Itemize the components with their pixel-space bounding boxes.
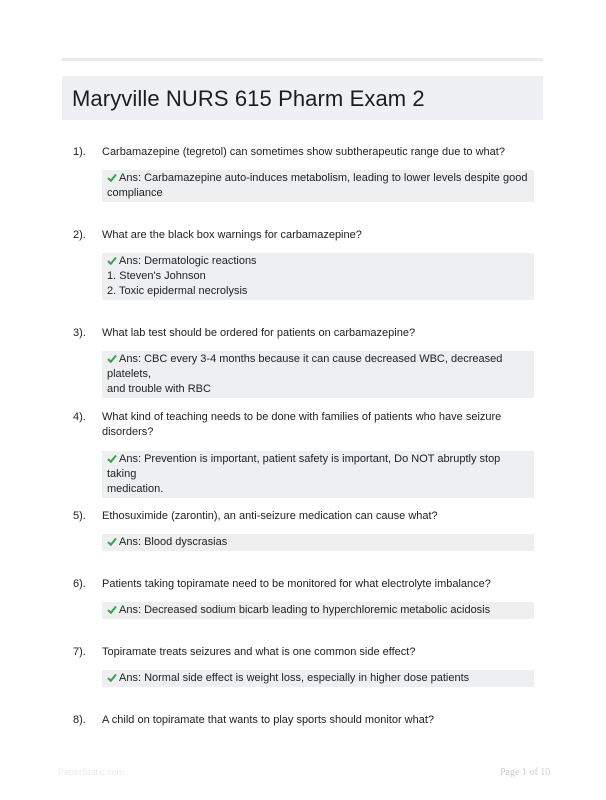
answer-text: Ans: Decreased sodium bicarb leading to hyperchloremic metabolic acidosis — [119, 604, 491, 616]
question-number: 2). — [73, 229, 86, 241]
question-number: 6). — [73, 578, 86, 590]
title-banner — [62, 76, 543, 120]
answer-box — [102, 670, 534, 687]
answer-text: 1. Steven's Johnson — [107, 270, 206, 282]
checkmark-icon — [107, 354, 117, 363]
question-number: 8). — [73, 714, 86, 726]
question-text: Ethosuximide (zarontin), an anti-seizure medication can cause what? — [102, 510, 438, 522]
checkmark-icon — [107, 173, 117, 182]
answer-box — [102, 351, 534, 398]
page-indicator: Page 1 of 10 — [500, 767, 551, 778]
answer-text: Ans: Prevention is important, patient safety is important, Do NOT abruptly stop taking — [107, 453, 501, 480]
page-title: Maryville NURS 615 Pharm Exam 2 — [72, 86, 425, 111]
question-text: Patients taking topiramate need to be monitored for what electrolyte imbalance? — [102, 578, 491, 590]
question-text: What kind of teaching needs to be done with families of patients who have seizure disorders? — [102, 411, 502, 438]
answer-box — [102, 602, 534, 619]
answer-box — [102, 170, 534, 202]
footer-watermark: PaperStatic.com — [58, 767, 125, 777]
question-number: 5). — [73, 510, 86, 522]
answer-text: compliance — [107, 187, 163, 199]
answer-box — [102, 253, 534, 300]
question-text: What are the black box warnings for carbamazepine? — [102, 229, 362, 241]
answer-text: Ans: CBC every 3-4 months because it can cause decreased WBC, decreased platelets, — [107, 353, 503, 380]
checkmark-icon — [107, 537, 117, 546]
answer-text: medication. — [107, 483, 164, 495]
checkmark-icon — [107, 673, 117, 682]
question-number: 1). — [73, 146, 86, 158]
answer-text: Ans: Normal side effect is weight loss, especially in higher dose patients — [119, 672, 470, 684]
question-text: What lab test should be ordered for patients on carbamazepine? — [102, 327, 416, 339]
question-number: 7). — [73, 646, 86, 658]
answer-text: Ans: Dermatologic reactions — [119, 255, 257, 267]
answer-box — [102, 451, 534, 498]
checkmark-icon — [107, 605, 117, 614]
answer-box — [102, 534, 534, 551]
top-divider — [62, 58, 543, 61]
question-number: 3). — [73, 327, 86, 339]
question-text: A child on topiramate that wants to play sports should monitor what? — [102, 714, 435, 726]
question-text: Topiramate treats seizures and what is one common side effect? — [102, 646, 416, 658]
answer-text: and trouble with RBC — [107, 383, 211, 395]
answer-text: Ans: Blood dyscrasias — [119, 536, 228, 548]
answer-text: Ans: Carbamazepine auto-induces metabolism, leading to lower levels despite good — [119, 172, 528, 184]
question-text: Carbamazepine (tegretol) can sometimes show subtherapeutic range due to what? — [102, 146, 505, 158]
answer-text: 2. Toxic epidermal necrolysis — [107, 285, 248, 297]
checkmark-icon — [107, 256, 117, 265]
checkmark-icon — [107, 454, 117, 463]
question-number: 4). — [73, 411, 86, 423]
